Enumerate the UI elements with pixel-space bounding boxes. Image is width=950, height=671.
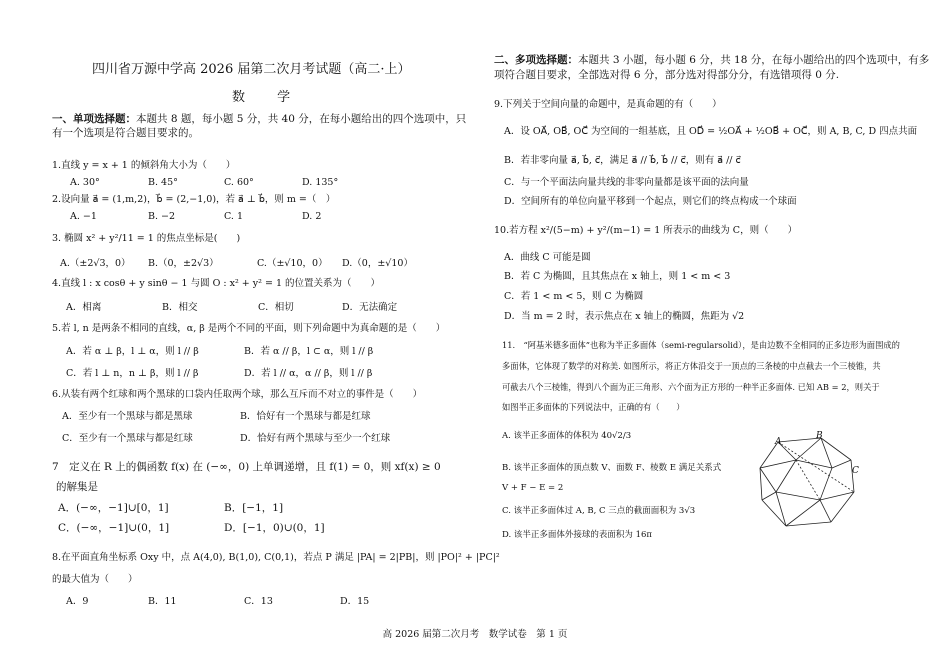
q8-option-c[interactable]: C．13 (244, 596, 273, 607)
q6-stem: 6.从装有两个红球和两个黑球的口袋内任取两个球，那么互斥而不对立的事件是（ ） (52, 389, 423, 400)
q5-option-a[interactable]: A．若 α ⊥ β，l ⊥ α，则 l // β (66, 346, 199, 357)
q6-option-b[interactable]: B．恰好有一个黑球与都是红球 (240, 411, 371, 422)
q3-option-b[interactable]: B.（0，±2√3） (148, 258, 219, 269)
q1-stem: 1.直线 y = x + 1 的倾斜角大小为（ ） (52, 160, 236, 171)
section1-desc-cont: 有一个选项是符合题目要求的。 (52, 127, 199, 139)
q8-option-b[interactable]: B．11 (148, 596, 177, 607)
q4-option-a[interactable]: A．相离 (66, 302, 102, 313)
q7-option-b[interactable]: B．[−1，1] (224, 502, 284, 514)
q9-option-b[interactable]: B．若非零向量 a⃗, b⃗, c⃗，满足 a⃗ // b⃗, b⃗ // c⃗，则有 a⃗ // c⃗ (504, 155, 741, 166)
q7-stem: 7 定义在 R 上的偶函数 f(x) 在 (−∞，0) 上单调递增，且 f(1) = 0，则 xf(x) ≥ 0 (52, 461, 441, 473)
section1-header (52, 113, 466, 126)
q2-option-a[interactable]: A. −1 (70, 211, 97, 222)
q4-option-c[interactable]: C．相切 (258, 302, 294, 313)
section1-desc: 本题共 8 题，每小题 5 分，共 40 分，在每小题给出的四个选项中，只 (136, 113, 467, 125)
q1-option-c[interactable]: C. 60° (224, 177, 254, 188)
subject-title: 数 学 (232, 90, 305, 105)
q11-option-d[interactable]: D. 该半正多面体外接球的表面积为 16π (502, 530, 653, 540)
q5-option-d[interactable]: D．若 l // α，α // β，则 l // β (244, 368, 373, 379)
q7-option-d[interactable]: D．[−1，0)∪(0，1] (224, 522, 325, 534)
q4-option-d[interactable]: D．无法确定 (342, 302, 398, 313)
q8-stem: 8.在平面直角坐标系 Oxy 中，点 A(4,0), B(1,0), C(0,1)，若点 P 满足 |PA| = 2|PB|，则 |PO|² + |PC|² (52, 552, 500, 563)
q11-option-b[interactable]: B. 该半正多面体的顶点数 V、面数 F、棱数 E 满足关系式 (502, 463, 722, 473)
q7-option-c[interactable]: C．(−∞，−1]∪(0，1] (58, 522, 170, 534)
section2-desc: 本题共 3 小题，每小题 6 分，共 18 分，在每小题给出的四个选项中，有多 (578, 54, 930, 66)
q1-option-a[interactable]: A. 30° (70, 177, 100, 188)
q7-stem-cont: 的解集是 (56, 481, 98, 493)
q5-option-b[interactable]: B．若 α // β，l ⊂ α，则 l // β (244, 346, 374, 357)
q10-option-b[interactable]: B．若 C 为椭圆，且其焦点在 x 轴上，则 1 < m < 3 (504, 271, 731, 282)
q3-option-c[interactable]: C.（±√10，0） (257, 258, 328, 269)
q8-option-a[interactable]: A．9 (66, 596, 89, 607)
q2-option-b[interactable]: B. −2 (148, 211, 176, 222)
q2-option-c[interactable]: C. 1 (224, 211, 244, 222)
q9-option-c[interactable]: C．与一个平面法向量共线的非零向量都是该平面的法向量 (504, 177, 749, 188)
q3-option-d[interactable]: D.（0，±√10） (342, 258, 413, 269)
q11-stem-line3: 可截去八个三棱锥，得到八个面为正三角形、六个面为正方形的一种半正多面体. 已知 AB = 2，则关于 (502, 382, 880, 392)
section2-label: 二、多项选择题： (494, 54, 578, 66)
q10-option-a[interactable]: A．曲线 C 可能是圆 (504, 252, 591, 263)
q11-stem-line2: 多面体，它体现了数学的对称美. 如图所示，将正方体沿交于一顶点的三条棱的中点截去一个三棱锥，共 (502, 361, 881, 371)
q3-stem: 3. 椭圆 x² + y²/11 = 1 的焦点坐标是( ) (52, 233, 241, 244)
q11-option-c[interactable]: C. 该半正多面体过 A, B, C 三点的截面面积为 3√3 (502, 506, 696, 516)
q10-option-c[interactable]: C．若 1 < m < 5，则 C 为椭圆 (504, 291, 644, 302)
q5-stem: 5.若 l, n 是两条不相同的直线，α, β 是两个不同的平面，则下列命题中为真命题的是（ ） (52, 323, 446, 334)
q11-stem-line1: 11. “阿基米德多面体”也称为半正多面体（semi-regularsolid），是由边数不全相同的正多边形为面围成的 (502, 340, 900, 350)
figure-label-a: A (775, 437, 782, 447)
q11-option-a[interactable]: A. 该半正多面体的体积为 40√2/3 (502, 431, 632, 441)
section2-header (494, 54, 929, 67)
q4-option-b[interactable]: B．相交 (162, 302, 198, 313)
q2-stem: 2.设向量 a⃗ = (1,m,2)，b⃗ = (2,−1,0)，若 a⃗ ⊥ b⃗，则 m =（ ） (52, 194, 336, 205)
q9-stem: 9.下列关于空间向量的命题中，是真命题的有（ ） (494, 99, 722, 110)
q1-option-b[interactable]: B. 45° (148, 177, 178, 188)
figure-label-b: B (816, 431, 823, 441)
section1-label: 一、单项选择题： (52, 113, 136, 125)
q4-stem: 4.直线 l : x cosθ + y sinθ − 1 与圆 O : x² + y² = 1 的位置关系为（ ） (52, 278, 381, 289)
q10-option-d[interactable]: D．当 m = 2 时，表示焦点在 x 轴上的椭圆，焦距为 √2 (504, 311, 745, 322)
exam-title: 四川省万源中学高 2026 届第二次月考试题（高二·上） (92, 62, 411, 77)
q6-option-c[interactable]: C．至少有一个黑球与都是红球 (62, 433, 193, 444)
q8-stem-cont: 的最大值为（ ） (52, 574, 138, 585)
q10-stem: 10.若方程 x²/(5−m) + y²/(m−1) = 1 所表示的曲线为 C，则（ ） (494, 225, 798, 236)
q7-option-a[interactable]: A．(−∞，−1]∪[0，1] (58, 502, 169, 514)
q6-option-d[interactable]: D．恰好有两个黑球与至少一个红球 (240, 433, 391, 444)
q1-option-d[interactable]: D. 135° (302, 177, 339, 188)
q9-option-d[interactable]: D．空间所有的单位向量平移到一个起点，则它们的终点构成一个球面 (504, 196, 797, 207)
section2-desc-cont: 项符合题目要求，全部选对得 6 分，部分选对得部分分，有选错项得 0 分. (494, 69, 840, 81)
q2-option-d[interactable]: D. 2 (302, 211, 322, 222)
q3-option-a[interactable]: A.（±2√3，0） (60, 258, 131, 269)
figure-label-c: C (852, 466, 859, 476)
q11-stem-line4: 如图半正多面体的下列说法中，正确的有（ ） (502, 402, 685, 412)
q11-option-b-cont: V + F − E = 2 (502, 483, 564, 493)
q5-option-c[interactable]: C．若 l ⊥ n，n ⊥ β，则 l // β (66, 368, 199, 379)
q6-option-a[interactable]: A．至少有一个黑球与都是黑球 (62, 411, 193, 422)
page-footer: 高 2026 届第二次月考 数学试卷 第 1 页 (382, 629, 568, 640)
q8-option-d[interactable]: D．15 (340, 596, 370, 607)
q9-option-a[interactable]: A．设 OA⃗, OB⃗, OC⃗ 为空间的一组基底，且 OD⃗ = ½OA⃗ + ½OB⃗ + OC⃗，则 A, B, C, D 四点共面 (504, 126, 918, 137)
semi-regular-polyhedron-figure (756, 430, 861, 530)
